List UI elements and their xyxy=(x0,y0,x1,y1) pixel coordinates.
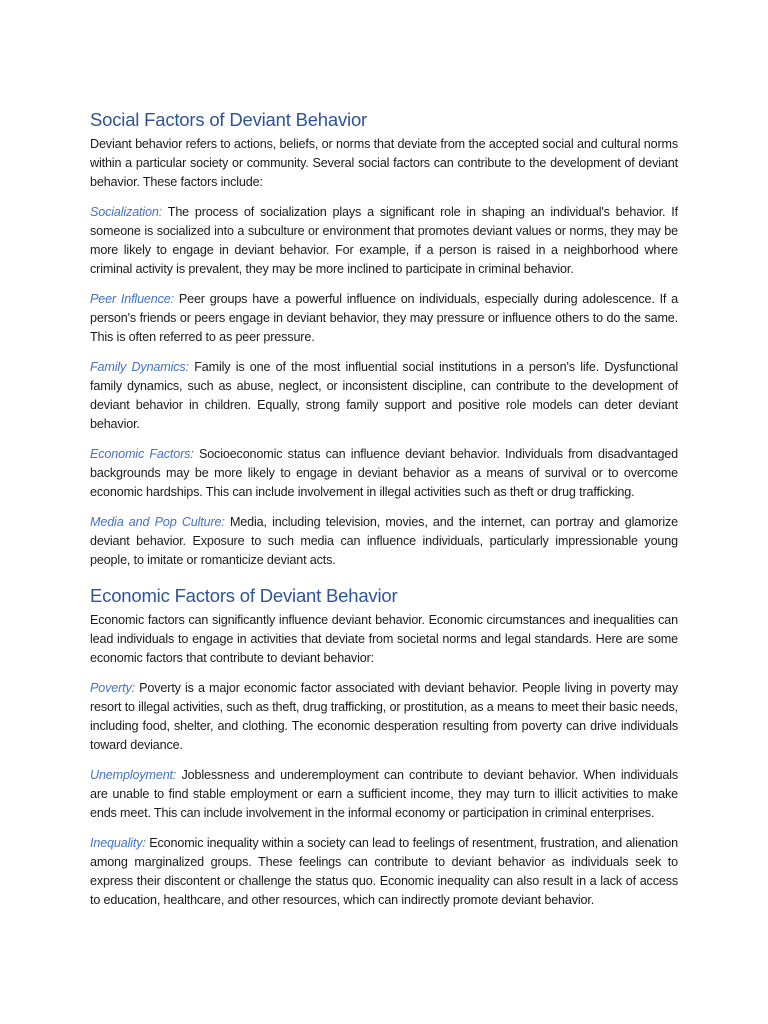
factor-text: Peer groups have a powerful influence on individuals, especially during adolescence. If a person's friends or peers engage in deviant behavior, they may pressure or influence others to do the same. This is often referred to as peer pressure. xyxy=(90,292,678,344)
factor-term: Peer Influence: xyxy=(90,292,174,306)
factor-term: Unemployment: xyxy=(90,768,177,782)
section-heading-social: Social Factors of Deviant Behavior xyxy=(90,109,367,130)
factor-text: Socioeconomic status can influence deviant behavior. Individuals from disadvantaged backgrounds may be more likely to engage in deviant behavior as a means of survival or to overcome economic hardships. This can include involvement in illegal activities such as theft or drug trafficking. xyxy=(90,447,679,499)
factor-text: Economic inequality within a society can lead to feelings of resentment, frustration, and alienation among marginalized groups. These feelings can contribute to deviant behavior as individuals seek to express their discontent or challenge the status quo. Economic inequality can also result in a lack of access to education, healthcare, and other resources, which can indirectly promote deviant behavior. xyxy=(90,836,678,907)
section-intro-economic: Economic factors can significantly influence deviant behavior. Economic circumstances and inequalities can lead individuals to engage in activities that deviate from societal norms and legal standards. Here are some economic factors that contribute to deviant behavior: xyxy=(90,613,678,665)
factor-paragraph-peer-influence xyxy=(90,290,678,347)
factor-text: Family is one of the most influential social institutions in a person's life. Dysfunctional family dynamics, such as abuse, neglect, or inconsistent discipline, can contribute to the development of deviant behavior in children. Equally, strong family support and positive role models can deter deviant behavior. xyxy=(90,360,679,431)
factor-term: Socialization: xyxy=(90,205,163,219)
factor-paragraph-inequality xyxy=(90,834,678,910)
factor-paragraph-unemployment xyxy=(90,766,678,823)
factor-paragraph-media-pop-culture xyxy=(90,513,678,570)
factor-paragraph-poverty xyxy=(90,679,678,755)
section-heading-economic: Economic Factors of Deviant Behavior xyxy=(90,585,398,606)
factor-term: Media and Pop Culture: xyxy=(90,515,225,529)
factor-paragraph-family-dynamics xyxy=(90,358,678,434)
factor-text: The process of socialization plays a significant role in shaping an individual's behavior. If someone is socialized into a subculture or environment that promotes deviant values or norms, they may be more likely to engage in deviant behavior. For example, if a person is raised in a neighborhood where criminal activity is prevalent, they may be more inclined to participate in criminal behavior. xyxy=(90,205,678,276)
section-intro-social: Deviant behavior refers to actions, beliefs, or norms that deviate from the accepted social and cultural norms within a particular society or community. Several social factors can contribute to the development of deviant behavior. These factors include: xyxy=(90,137,678,189)
factor-term: Inequality: xyxy=(90,836,146,850)
factor-term: Economic Factors: xyxy=(90,447,194,461)
factor-paragraph-economic-factors xyxy=(90,445,678,502)
factor-term: Family Dynamics: xyxy=(90,360,189,374)
factor-term: Poverty: xyxy=(90,681,135,695)
factor-text: Joblessness and underemployment can contribute to deviant behavior. When individuals are unable to find stable employment or earn a sufficient income, they may turn to illicit activities to make ends meet. This can include involvement in the informal economy or participation in criminal enterprises. xyxy=(90,768,678,820)
factor-text: Media, including television, movies, and the internet, can portray and glamorize deviant behavior. Exposure to such media can influence individuals, particularly impressionable young people, to imitate or romanticize deviant acts. xyxy=(90,515,678,567)
factor-text: Poverty is a major economic factor associated with deviant behavior. People living in poverty may resort to illegal activities, such as theft, drug trafficking, or prostitution, as a means to meet their basic needs, including food, shelter, and clothing. The economic desperation resulting from poverty can drive individuals toward deviance. xyxy=(90,681,678,752)
factor-paragraph-socialization xyxy=(90,203,678,279)
document-page xyxy=(90,108,678,921)
